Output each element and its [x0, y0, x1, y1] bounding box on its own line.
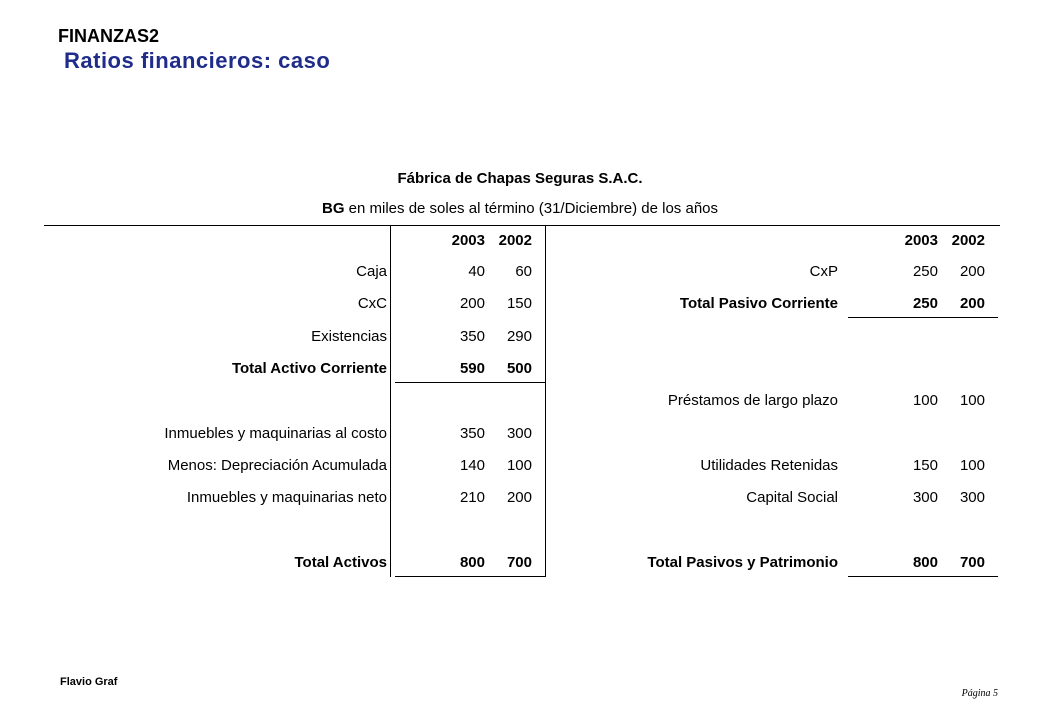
- column-divider-right: [545, 225, 546, 577]
- assets-row-2003: 350: [459, 425, 485, 442]
- liabilities-row-label: Total Pasivos y Patrimonio: [647, 554, 838, 571]
- assets-row-label: CxC: [357, 295, 387, 312]
- liabilities-row-2002: 300: [959, 489, 985, 506]
- liabilities-year-2003: 2003: [904, 232, 938, 249]
- liabilities-row-2002: 200: [959, 263, 985, 280]
- assets-row-2002: 150: [506, 295, 532, 312]
- liabilities-row-2003: 800: [912, 554, 938, 571]
- assets-row-2003: 140: [459, 457, 485, 474]
- footer-author: Flavio Graf: [60, 676, 118, 688]
- assets-year-2003: 2003: [451, 232, 485, 249]
- assets-row-label: Total Activos: [294, 554, 387, 571]
- assets-row-label: Inmuebles y maquinarias al costo: [164, 425, 387, 442]
- liabilities-row-2003: 250: [912, 263, 938, 280]
- liabilities-row-label: Utilidades Retenidas: [700, 457, 838, 474]
- assets-row-2002: 300: [506, 425, 532, 442]
- caption-bold: BG: [322, 200, 345, 217]
- liabilities-row-2002: 100: [959, 392, 985, 409]
- liabilities-row-2003: 100: [912, 392, 938, 409]
- liabilities-row-label: CxP: [809, 263, 838, 280]
- liabilities-row-2003: 300: [912, 489, 938, 506]
- assets-row-label: Total Activo Corriente: [231, 360, 387, 377]
- liabilities-year-2002: 2002: [951, 232, 985, 249]
- assets-row-2002: 100: [506, 457, 532, 474]
- assets-row-2002: 200: [506, 489, 532, 506]
- assets-row-label: Menos: Depreciación Acumulada: [167, 457, 387, 474]
- course-title: FINANZAS2: [58, 26, 160, 46]
- assets-row-2002: 290: [506, 328, 532, 345]
- assets-row-2003: 40: [468, 263, 485, 280]
- liabilities-row-2003: 250: [912, 295, 938, 312]
- liabilities-row-2003: 150: [912, 457, 938, 474]
- caption-rest: en miles de soles al término (31/Diciembre) de los años: [344, 200, 718, 217]
- assets-row-label: Inmuebles y maquinarias neto: [186, 489, 387, 506]
- table-top-rule: [44, 225, 1000, 226]
- assets-row-label: Existencias: [311, 328, 387, 345]
- assets-total-underline: [395, 576, 545, 577]
- liabilities-row-label: Préstamos de largo plazo: [667, 392, 838, 409]
- slide-title: Ratios financieros: caso: [64, 48, 331, 73]
- assets-row-label: Caja: [356, 263, 387, 280]
- assets-total-underline: [395, 382, 545, 383]
- assets-row-2002: 700: [506, 554, 532, 571]
- assets-row-2003: 200: [459, 295, 485, 312]
- statement-caption: [0, 200, 1040, 217]
- liabilities-row-label: Total Pasivo Corriente: [679, 295, 838, 312]
- liabilities-total-underline: [848, 576, 998, 577]
- company-name: Fábrica de Chapas Seguras S.A.C.: [397, 170, 643, 187]
- liabilities-row-2002: 100: [959, 457, 985, 474]
- assets-row-2003: 590: [459, 360, 485, 377]
- assets-row-2002: 500: [506, 360, 532, 377]
- liabilities-row-label: Capital Social: [746, 489, 838, 506]
- footer-page-number: Página 5: [961, 688, 998, 699]
- assets-row-2003: 210: [459, 489, 485, 506]
- assets-year-2002: 2002: [498, 232, 532, 249]
- assets-row-2002: 60: [515, 263, 532, 280]
- liabilities-row-2002: 200: [959, 295, 985, 312]
- assets-row-2003: 350: [459, 328, 485, 345]
- column-divider-left: [390, 225, 391, 577]
- liabilities-total-underline: [848, 317, 998, 318]
- liabilities-row-2002: 700: [959, 554, 985, 571]
- assets-row-2003: 800: [459, 554, 485, 571]
